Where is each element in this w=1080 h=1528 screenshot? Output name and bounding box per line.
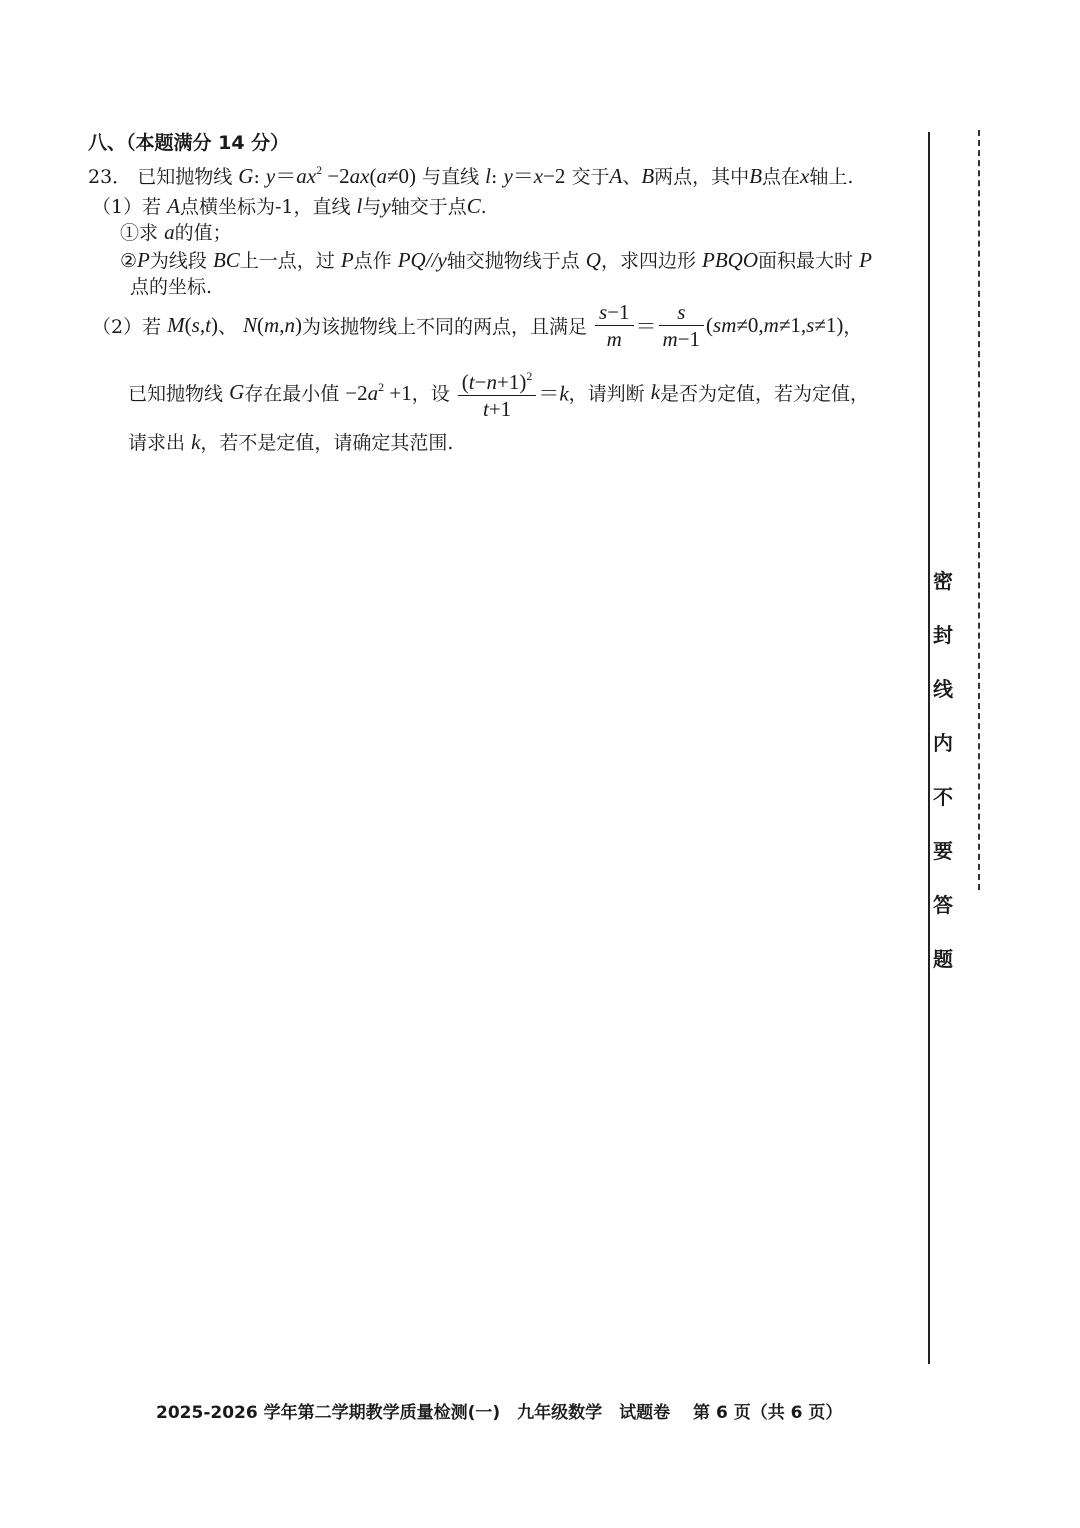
question-23-stem: 23． 已知抛物线 G: $y=ax^2 -2ax(a\ne 0)$ 与直线 l: y＝x−2 交于A、B两点，其中B点在x轴上. [88, 163, 854, 188]
seal-char: 线 [933, 677, 953, 701]
fraction-s-over-m-minus-1: $\frac{s}{m-1}$ [659, 300, 705, 351]
sub2-text: 上一点，过 [239, 250, 335, 272]
parabola-equation: $y=ax^2 -2ax(a\ne 0)$ [265, 163, 417, 188]
seal-char: 答 [933, 893, 953, 917]
part1-sub2: ②P为线段 BC上一点，过 P点作 PQ//y轴交抛物线于点 Q，求四边形 PBQO面积最大时 P [120, 248, 872, 272]
seal-char: 要 [933, 839, 953, 863]
seal-char: 内 [933, 731, 953, 755]
part1-text: 点横坐标为-1，直线 [179, 196, 351, 218]
sub2-text: ，求四边形 [600, 250, 696, 272]
seal-char: 题 [933, 947, 953, 971]
part2-text: ，若不是定值，请确定其范围. [200, 432, 454, 454]
part2-text: ，请判断 [568, 383, 645, 405]
part2-text: 若 [142, 316, 162, 338]
math-l: l [485, 164, 491, 188]
part2-text: 是否为定值，若为定值， [660, 383, 870, 405]
stem-text: 与直线 [422, 166, 480, 188]
section-header: 八、（本题满分 14 分） [88, 132, 290, 154]
seal-char: 密 [933, 569, 953, 593]
fraction-k-expression: $\frac{(t-n+1)^2}{t+1}$ [458, 364, 537, 421]
part2-line3: 请求出 k，若不是定值，请确定其范围. [128, 430, 454, 454]
stem-text: 已知抛物线 [137, 166, 233, 188]
part1-sub1: ①求 a的值； [120, 220, 232, 244]
part2-line2: 已知抛物线 G存在最小值 $-2a^2 +1$，设 $\frac{(t-n+1)^2}{t+1}$ ＝k，请判断 k是否为定值，若为定值， [128, 364, 869, 421]
sub2-text: 点作 [353, 250, 392, 272]
sub2-text: ② [120, 250, 138, 272]
stem-text: 点在 [762, 166, 801, 188]
sub2-text: 面积最大时 [758, 250, 854, 272]
part1-text: 轴交于点 [390, 196, 467, 218]
part1-text: 与 [362, 196, 382, 218]
part2-text: 为该抛物线上不同的两点，且满足 [301, 316, 587, 338]
stem-text: 两点，其中 [654, 166, 750, 188]
seal-line-text [930, 568, 956, 1000]
line-equation: y＝x−2 [503, 164, 566, 188]
part1-text: 若 [142, 196, 162, 218]
part2-label: （2） [92, 316, 143, 338]
stem-text: 交于 [571, 166, 610, 188]
seal-char: 封 [933, 623, 953, 647]
stem-text: 轴上. [809, 166, 854, 188]
sub1-text: ①求 [120, 222, 159, 244]
sub2-text: 为线段 [149, 250, 207, 272]
sub2-text: 轴交抛物线于点 [446, 250, 580, 272]
part2-text: ，设 [411, 383, 450, 405]
part1-line: （1）若 A点横坐标为-1，直线 l与y轴交于点C. [92, 194, 487, 218]
fraction-s-minus-1-over-m: $\frac{s-1}{m}$ [595, 300, 634, 351]
seal-dashed-line [978, 130, 980, 890]
sub1-text: 的值； [174, 222, 232, 244]
math-G: G [238, 164, 254, 188]
part2-text: 请求出 [128, 432, 186, 454]
question-number: 23． [88, 166, 132, 188]
part2-text: 存在最小值 [244, 383, 340, 405]
part1-sub2-cont: 点的坐标. [130, 276, 213, 298]
part2-line1: （2）若 M(s,t)、 N(m,n)为该抛物线上不同的两点，且满足 $\frac{s-1}{m}$ ＝ $\frac{s}{m-1}$ (sm≠0,m≠1,s≠1)， [92, 300, 863, 351]
part2-text: 已知抛物线 [128, 383, 224, 405]
page-footer: 2025-2026 学年第二学期教学质量检测(一) 九年级数学 试题卷 第 6 页（共 6 页） [156, 1403, 843, 1423]
part2-text: 、 [217, 316, 237, 338]
part1-label: （1） [92, 196, 143, 218]
seal-char: 不 [933, 785, 953, 809]
